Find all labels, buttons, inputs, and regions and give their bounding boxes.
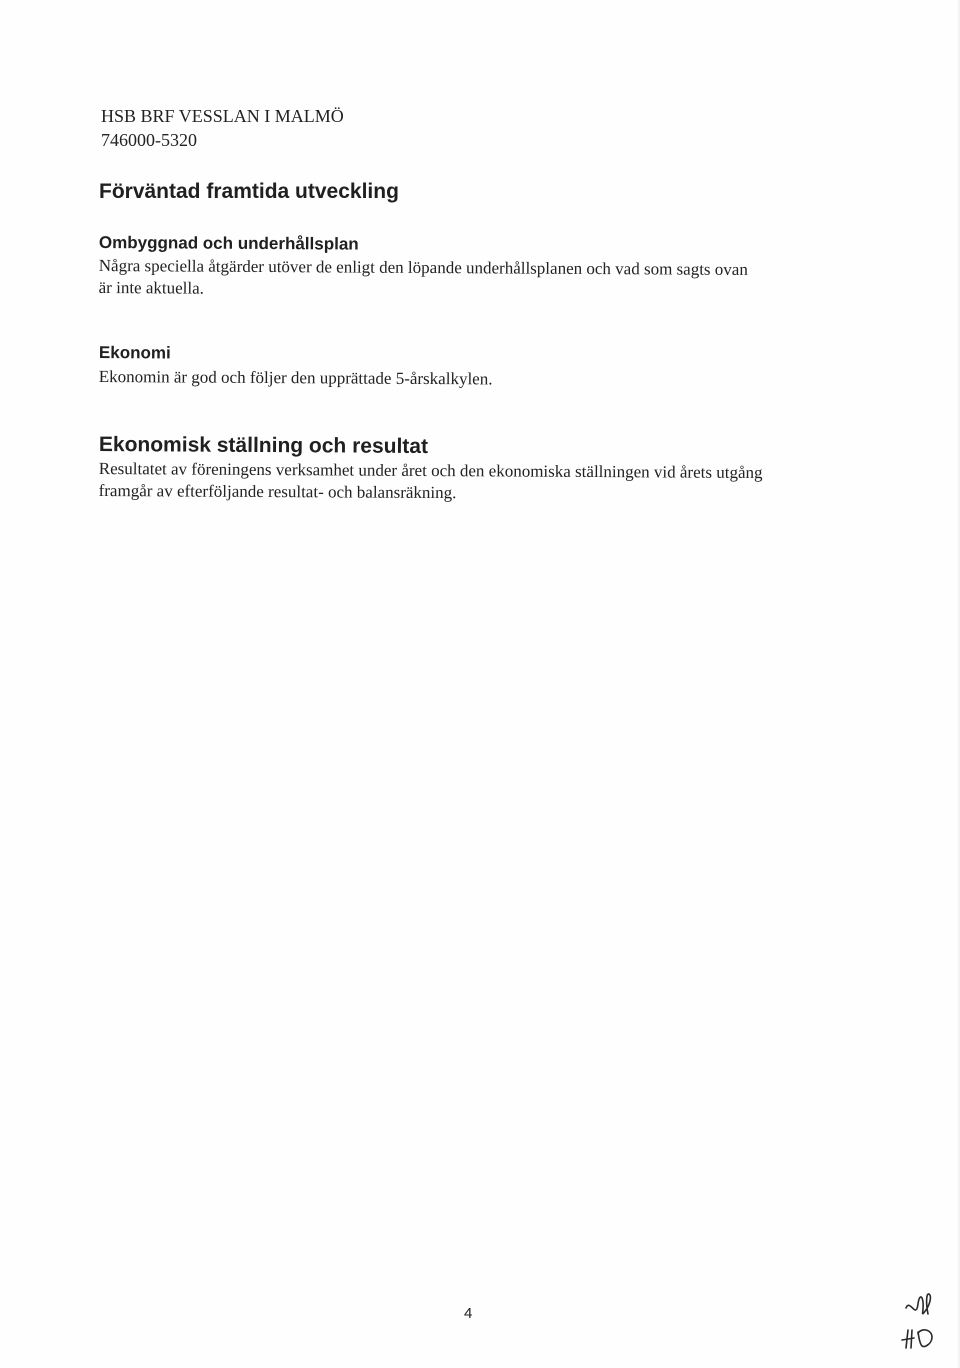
section-heading: Ekonomi	[98, 343, 171, 363]
page-number: 4	[464, 1305, 473, 1322]
section-line: framgår av efterföljande resultat- och balansräkning.	[98, 480, 457, 503]
section-line: är inte aktuella.	[98, 277, 204, 298]
organization-name: HSB BRF VESSLAN I MALMÖ	[101, 106, 344, 126]
section-heading: Ombyggnad och underhållsplan	[98, 233, 359, 254]
section-economy	[99, 343, 493, 390]
handwritten-initials-signature	[896, 1290, 942, 1354]
section-line: Resultatet av föreningens verksamhet under året och den ekonomiska ställningen vid årets utgång	[98, 458, 763, 483]
page-title: Förväntad framtida utveckling	[99, 180, 399, 203]
organization-number: 746000-5320	[101, 130, 197, 150]
section-line: Några speciella åtgärder utöver de enligt den löpande underhållsplanen och vad som sagts ovan	[98, 255, 748, 279]
section-heading: Ekonomisk ställning och resultat	[98, 433, 429, 459]
section-financial-position	[99, 433, 763, 506]
document-header	[101, 104, 344, 152]
section-renovation-plan	[99, 233, 748, 303]
section-line: Ekonomin är god och följer den upprättade 5-årskalkylen.	[98, 366, 493, 389]
